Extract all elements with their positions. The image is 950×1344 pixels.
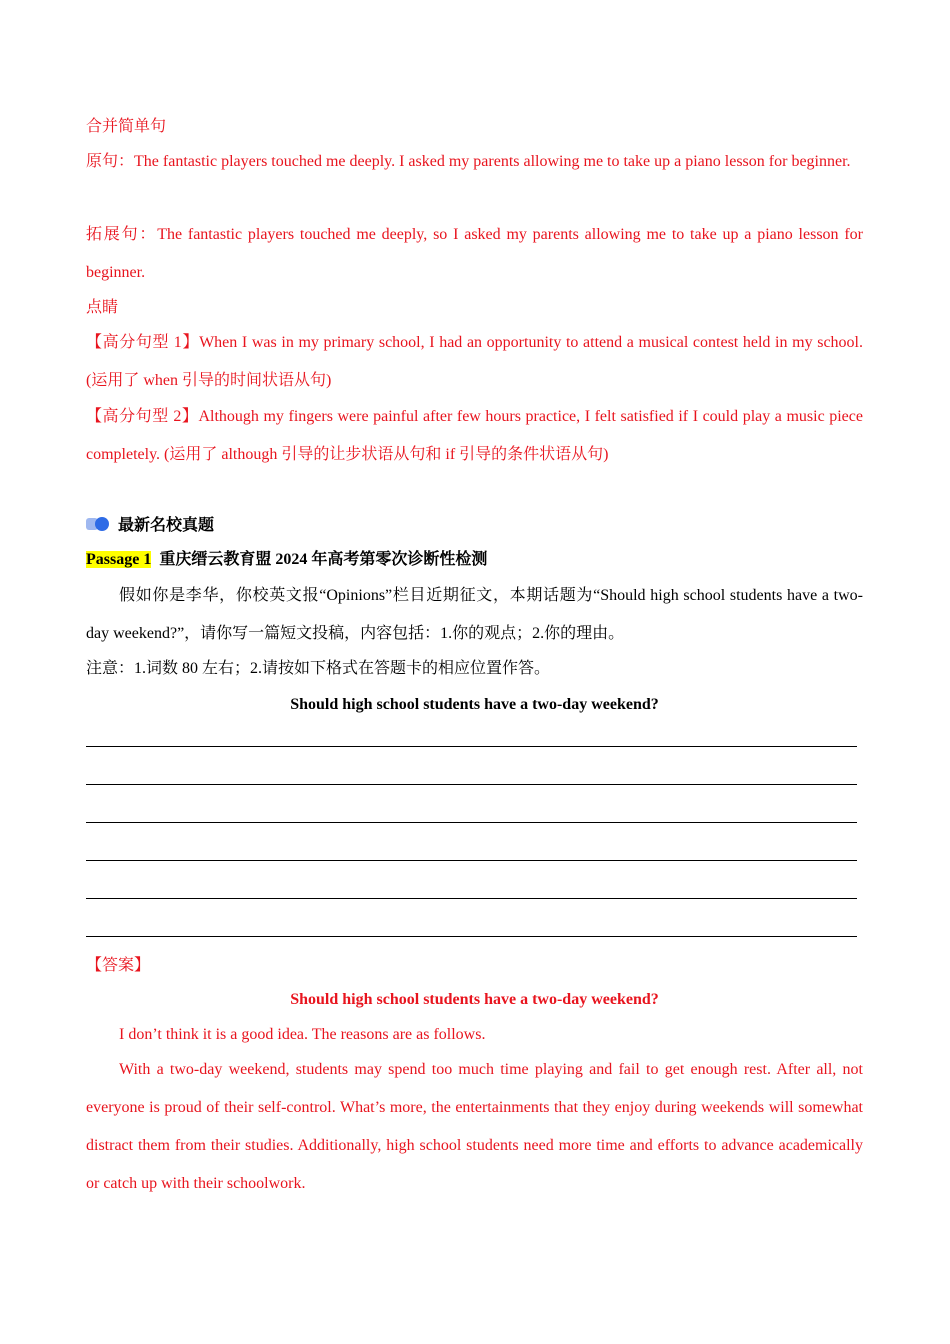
task-prompt: 假如你是李华，你校英文报“Opinions”栏目近期征文，本期话题为“Should high school students have a two-day weekend?”，请你写一篇短文投稿，内容包括：1.你的观点；2.你的理由。 (86, 587, 863, 642)
answer-label: 【答案】 (86, 957, 151, 974)
sentence-2-text: Although my fingers were painful after few hours practice, I felt satisfied if I could play a music piece completely. (运用了 although 引导的让步状语从句和 if 引导的条件状语从句) (86, 408, 863, 463)
answer-paragraph-1: I don’t think it is a good idea. The reasons are as follows. (119, 1026, 486, 1043)
original-sentence (86, 143, 863, 181)
answer-paragraph-2: With a two-day weekend, students may spend too much time playing and fail to get enough rest. After all, not everyone is proud of their self-control. What’s more, the entertainments that they enjoy during weekends will somewhat distract them from their studies. Additionally, high school students need more time and efforts to advance academically or catch up with their schoolwork. (86, 1061, 863, 1192)
answer-line (86, 822, 857, 823)
section-heading (86, 507, 863, 545)
answer-line (86, 898, 857, 899)
tip-heading: 点睛 (86, 299, 119, 316)
sentence-1-label: 【高分句型 1】 (86, 334, 200, 351)
original-text: The fantastic players touched me deeply. I asked my parents allowing me to take up a piano lesson for beginner. (134, 153, 851, 170)
sentence-2-label: 【高分句型 2】 (86, 408, 199, 425)
section-title: 最新名校真题 (118, 517, 215, 534)
passage-title: 重庆缙云教育盟 2024 年高考第零次诊断性检测 (159, 551, 488, 568)
answer-title: Should high school students have a two-day weekend? (290, 991, 659, 1008)
extended-label: 拓展句： (86, 226, 158, 243)
passage-tag: Passage 1 (86, 551, 152, 568)
bubble-icon (86, 517, 110, 531)
high-score-sentence-1 (86, 324, 863, 400)
extended-text: The fantastic players touched me deeply, so I asked my parents allowing me to take up a piano lesson for beginner. (86, 226, 863, 281)
task-note: 注意：1.词数 80 左右；2.请按如下格式在答题卡的相应位置作答。 (86, 660, 551, 677)
answer-line (86, 746, 857, 747)
passage-heading (86, 541, 863, 579)
extended-sentence (86, 216, 863, 292)
answer-line (86, 936, 857, 937)
sentence-1-text: When I was in my primary school, I had an opportunity to attend a musical contest held in my school. (运用了 when 引导的时间状语从句) (86, 334, 863, 389)
answer-line (86, 784, 857, 785)
original-label: 原句： (86, 153, 135, 170)
essay-title: Should high school students have a two-day weekend? (290, 696, 659, 713)
heading-merge: 合并简单句 (86, 118, 167, 135)
high-score-sentence-2 (86, 398, 863, 474)
answer-line (86, 860, 857, 861)
